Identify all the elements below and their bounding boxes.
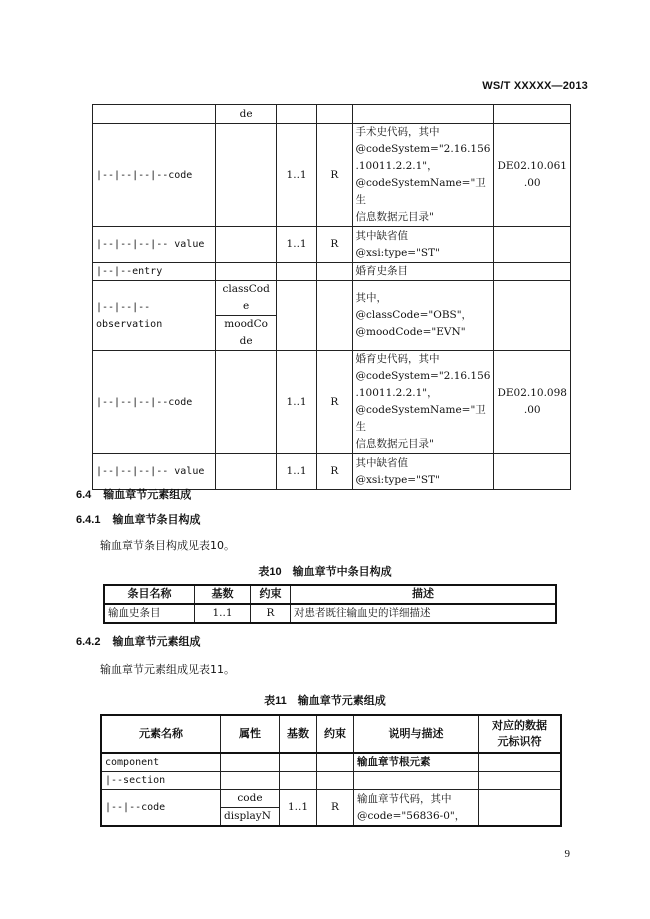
table-cell — [221, 753, 280, 772]
table-cell — [354, 772, 479, 790]
table-header-row — [104, 585, 556, 604]
column-header: 说明与描述 — [354, 715, 479, 753]
column-header: 基数 — [280, 715, 317, 753]
section-heading — [76, 486, 191, 502]
description-line: @codeSystem="2.16.156 — [355, 370, 491, 382]
attribute-cell — [216, 281, 277, 351]
description-line: @codeSystemName="卫生 — [355, 404, 486, 433]
attribute-line: de — [239, 335, 253, 347]
attribute-cell — [216, 454, 277, 490]
table-cell — [280, 772, 317, 790]
attribute-cell — [216, 351, 277, 454]
data-element-id-cell — [494, 263, 571, 281]
table-cell — [317, 772, 354, 790]
column-header: 基数 — [195, 585, 251, 604]
description-line: @code="56836-0"， — [357, 809, 466, 822]
column-header: 约束 — [251, 585, 291, 604]
table-cell: R — [251, 604, 291, 623]
table-caption: 表10 输血章节中条目构成 — [258, 566, 392, 578]
description-line: 输血章节代码，其中 — [357, 792, 452, 805]
table-cell — [479, 790, 562, 827]
section-title: 输血章节元素组成 — [103, 489, 192, 501]
header-line: 对应的数据 — [492, 720, 547, 732]
cardinality-cell: 1..1 — [277, 124, 317, 227]
description-cell — [352, 351, 494, 454]
description-line: @xsi:type="ST" — [355, 473, 440, 486]
column-header: 条目名称 — [104, 585, 195, 604]
table-row — [93, 124, 571, 227]
description-cell — [354, 790, 479, 827]
constraint-cell: R — [317, 227, 352, 263]
page-number: 9 — [564, 848, 570, 860]
table-cell — [317, 753, 354, 772]
description-cell — [352, 281, 494, 351]
column-header: 属性 — [221, 715, 280, 753]
table-row — [93, 227, 571, 263]
data-element-id-cell — [494, 281, 571, 351]
description-line: 手术史代码，其中 — [355, 126, 440, 138]
constraint-cell: R — [317, 790, 354, 827]
table-row — [101, 790, 561, 827]
table-row — [101, 753, 561, 772]
table-10 — [103, 584, 557, 624]
table-row — [104, 604, 556, 623]
section-title: 输血章节条目构成 — [112, 514, 201, 526]
subsection-heading — [76, 633, 200, 649]
attribute-line: classCod — [222, 283, 270, 295]
constraint-cell: R — [317, 124, 352, 227]
document-code-header: WS/T XXXXX—2013 — [482, 80, 588, 92]
cardinality-cell: 1..1 — [277, 454, 317, 490]
table-cell: 对患者既往输血史的详细描述 — [291, 604, 557, 623]
attribute-cell — [221, 790, 280, 827]
data-element-id-line: .00 — [523, 404, 541, 416]
data-element-id-cell — [494, 351, 571, 454]
element-cell: |--|--|--observation — [93, 281, 216, 351]
data-element-id-cell — [494, 124, 571, 227]
description-line: 婚育史代码，其中 — [355, 353, 440, 365]
description-line: 其中缺省值 — [355, 229, 409, 242]
column-header — [479, 715, 562, 753]
continued-element-table — [92, 104, 571, 490]
element-cell: |--|--code — [101, 790, 221, 827]
description-cell — [352, 454, 494, 490]
element-cell: |--section — [101, 772, 221, 790]
attribute-subcell: code — [221, 790, 279, 808]
constraint-cell — [317, 281, 352, 351]
table-row — [101, 772, 561, 790]
data-element-id-cell — [494, 227, 571, 263]
data-element-id-line: DE02.10.098 — [497, 387, 567, 399]
attribute-line: moodCo — [224, 318, 268, 330]
constraint-cell — [317, 105, 352, 124]
table-header-row — [101, 715, 561, 753]
description-line: @codeSystemName="卫生 — [355, 177, 486, 206]
table-row — [93, 263, 571, 281]
constraint-cell: R — [317, 454, 352, 490]
attribute-subcell: displayN — [224, 810, 271, 822]
description-line: 信息数据元目录" — [355, 438, 434, 450]
table-cell: 输血史条目 — [104, 604, 195, 623]
data-element-id-cell — [494, 454, 571, 490]
description-line: .10011.2.2.1"， — [355, 160, 438, 172]
table-11 — [100, 714, 562, 827]
table-cell — [479, 753, 562, 772]
constraint-cell — [317, 263, 352, 281]
paragraph: 输血章节条目构成见表10。 — [100, 539, 235, 552]
cardinality-cell: 1..1 — [277, 351, 317, 454]
header-line: 元标识符 — [497, 736, 542, 748]
attribute-subcell — [216, 316, 276, 350]
attribute-cell — [216, 227, 277, 263]
description-cell — [352, 105, 494, 124]
description-line: 其中， — [355, 292, 388, 304]
attribute-cell: de — [216, 105, 277, 124]
constraint-cell: R — [317, 351, 352, 454]
description-line: @codeSystem="2.16.156 — [355, 143, 491, 155]
table-row — [93, 281, 571, 351]
table-cell — [221, 772, 280, 790]
data-element-id-cell — [494, 105, 571, 124]
column-header: 约束 — [317, 715, 354, 753]
cardinality-cell: 1..1 — [277, 227, 317, 263]
description-line: @classCode="OBS"， — [355, 309, 473, 321]
description-line: @moodCode="EVN" — [355, 326, 466, 338]
table-row — [93, 351, 571, 454]
column-header: 描述 — [291, 585, 557, 604]
paragraph: 输血章节元素组成见表11。 — [100, 663, 235, 676]
element-cell: |--|--|--|-- value — [93, 227, 216, 263]
subsection-heading — [76, 511, 200, 527]
cardinality-cell — [277, 105, 317, 124]
element-cell: |--|--entry — [93, 263, 216, 281]
column-header: 元素名称 — [101, 715, 221, 753]
section-number: 6.4.1 — [76, 514, 101, 526]
section-number: 6.4.2 — [76, 636, 101, 648]
element-cell: component — [101, 753, 221, 772]
description-line: 信息数据元目录" — [355, 211, 434, 223]
attribute-cell — [216, 124, 277, 227]
table-row — [93, 454, 571, 490]
description-line: @xsi:type="ST" — [355, 246, 440, 259]
attribute-line: e — [243, 300, 250, 312]
attribute-cell — [216, 263, 277, 281]
attribute-subcell — [216, 281, 276, 316]
description-cell — [352, 124, 494, 227]
cardinality-cell: 1..1 — [280, 790, 317, 827]
cardinality-cell — [277, 281, 317, 351]
description-cell — [352, 227, 494, 263]
table-cell: 1..1 — [195, 604, 251, 623]
section-number: 6.4 — [76, 489, 92, 501]
description-cell: 婚育史条目 — [352, 263, 494, 281]
data-element-id-line: DE02.10.061 — [497, 160, 567, 172]
table-cell — [479, 772, 562, 790]
data-element-id-line: .00 — [523, 177, 541, 189]
table-cell — [280, 753, 317, 772]
description-cell: 输血章节根元素 — [354, 753, 479, 772]
section-title: 输血章节元素组成 — [112, 636, 201, 648]
cardinality-cell — [277, 263, 317, 281]
element-cell — [93, 105, 216, 124]
element-cell: |--|--|--|-- value — [93, 454, 216, 490]
table-row — [93, 105, 571, 124]
table-caption: 表11 输血章节元素组成 — [264, 695, 386, 707]
description-line: .10011.2.2.1"， — [355, 387, 438, 399]
element-cell: |--|--|--|--code — [93, 351, 216, 454]
description-line: 其中缺省值 — [355, 456, 409, 469]
element-cell: |--|--|--|--code — [93, 124, 216, 227]
